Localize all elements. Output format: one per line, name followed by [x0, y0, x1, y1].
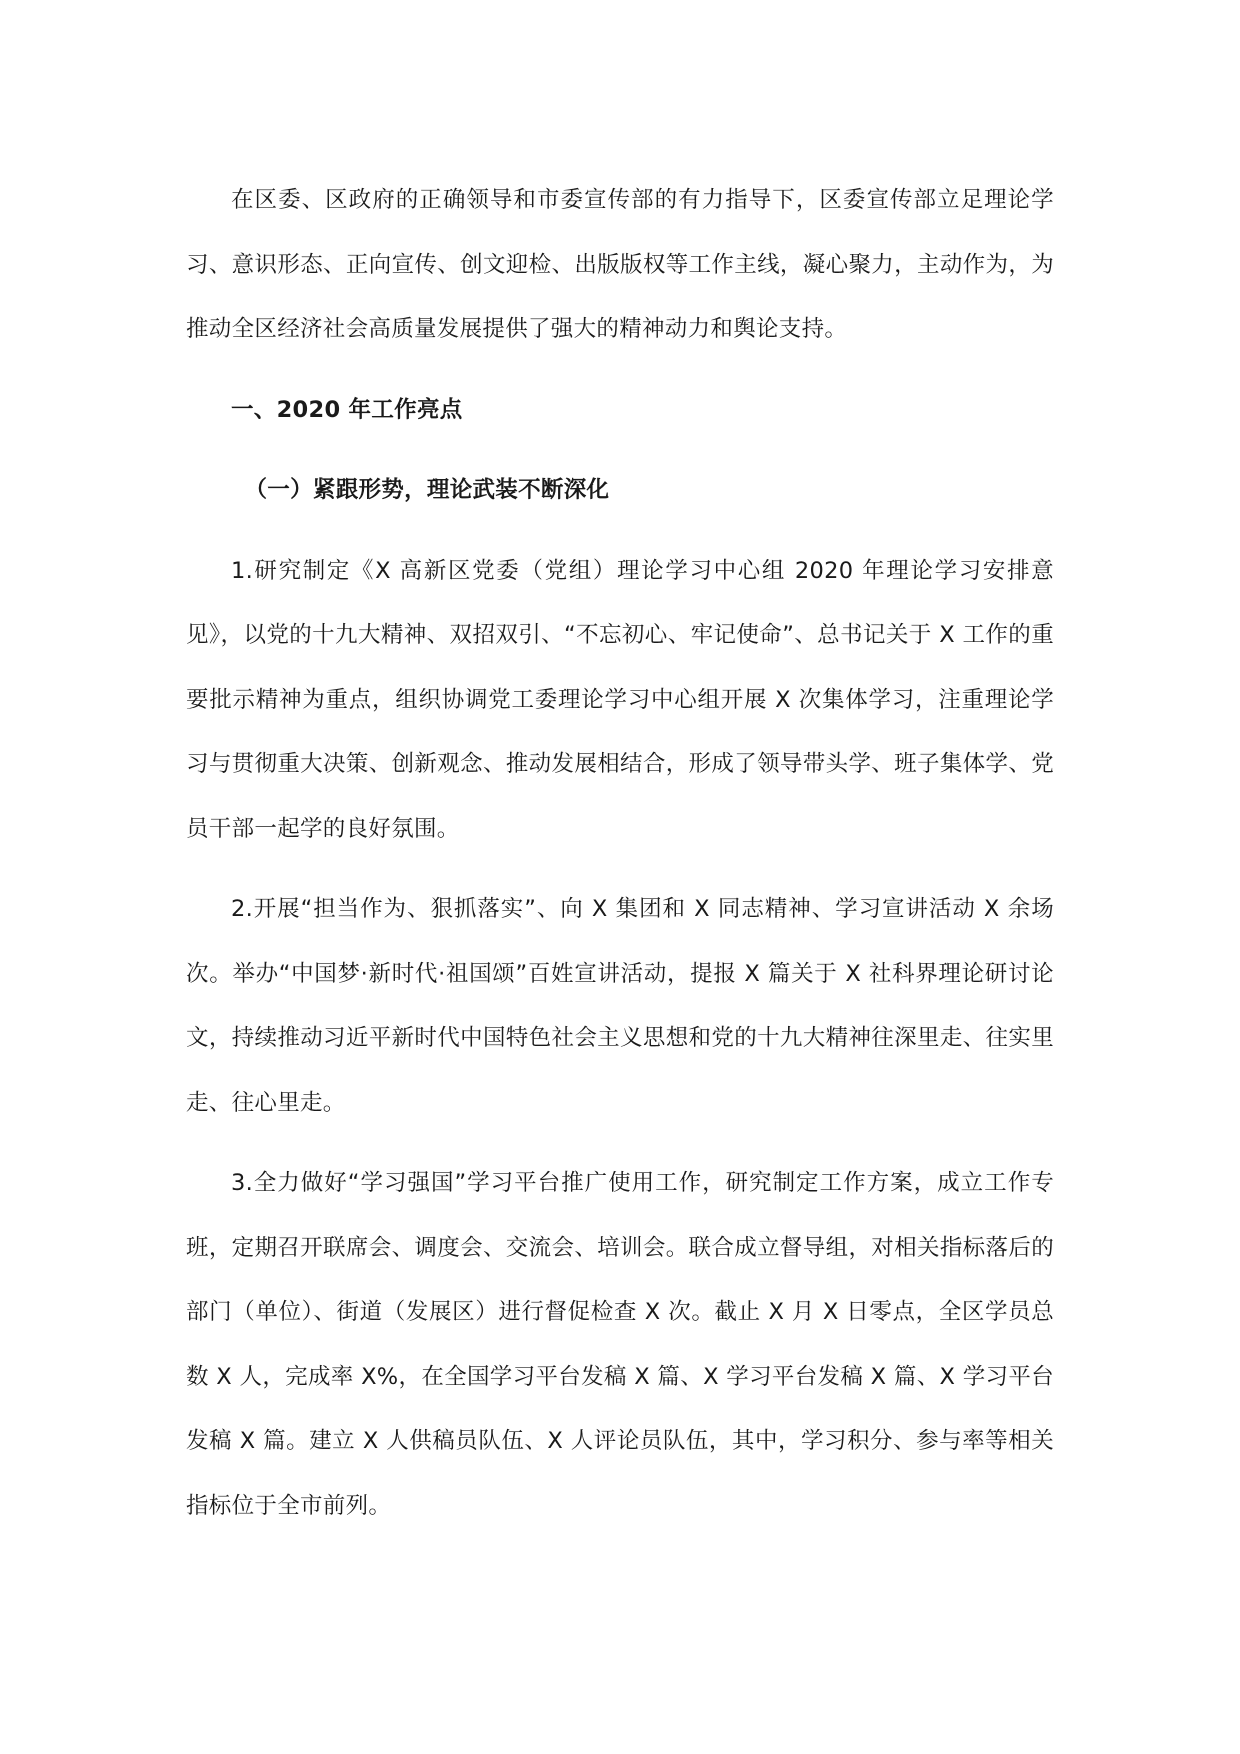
section-heading: 一、2020 年工作亮点	[231, 396, 463, 423]
document-body	[186, 168, 1054, 1538]
body-paragraph-1: 1.研究制定《X 高新区党委（党组）理论学习中心组 2020 年理论学习安排意见》，以党的十九大精神、双招双引、“不忘初心、牢记使命”、总书记关于 X 工作的重要批示精神为重点，组织协调党工委理论学习中心组开展 X 次集体学习，注重理论学习与贯彻重大决策、创新观念、推动发展相结合，形成了领导带头学、班子集体学、党员干部一起学的良好氛围。	[186, 557, 1054, 842]
subsection-heading: （一）紧跟形势，理论武装不断深化	[244, 477, 610, 503]
body-paragraph-2: 2.开展“担当作为、狠抓落实”、向 X 集团和 X 同志精神、学习宣讲活动 X 余场次。举办“中国梦·新时代·祖国颂”百姓宣讲活动，提报 X 篇关于 X 社科界理论研讨论文，持续推动习近平新时代中国特色社会主义思想和党的十九大精神往深里走、往实里走、往心里走。	[186, 896, 1054, 1116]
body-paragraph-3: 3.全力做好“学习强国”学习平台推广使用工作，研究制定工作方案，成立工作专班，定期召开联席会、调度会、交流会、培训会。联合成立督导组，对相关指标落后的部门（单位）、街道（发展区）进行督促检查 X 次。截止 X 月 X 日零点，全区学员总数 X 人，完成率 X%，在全国学习平台发稿 X 篇、X 学习平台发稿 X 篇、X 学习平台发稿 X 篇。建立 X 人供稿员队伍、X 人评论员队伍，其中，学习积分、参与率等相关指标位于全市前列。	[186, 1170, 1054, 1519]
intro-paragraph: 在区委、区政府的正确领导和市委宣传部的有力指导下，区委宣传部立足理论学习、意识形态、正向宣传、创文迎检、出版版权等工作主线，凝心聚力，主动作为，为推动全区经济社会高质量发展提供了强大的精神动力和舆论支持。	[186, 187, 1054, 342]
